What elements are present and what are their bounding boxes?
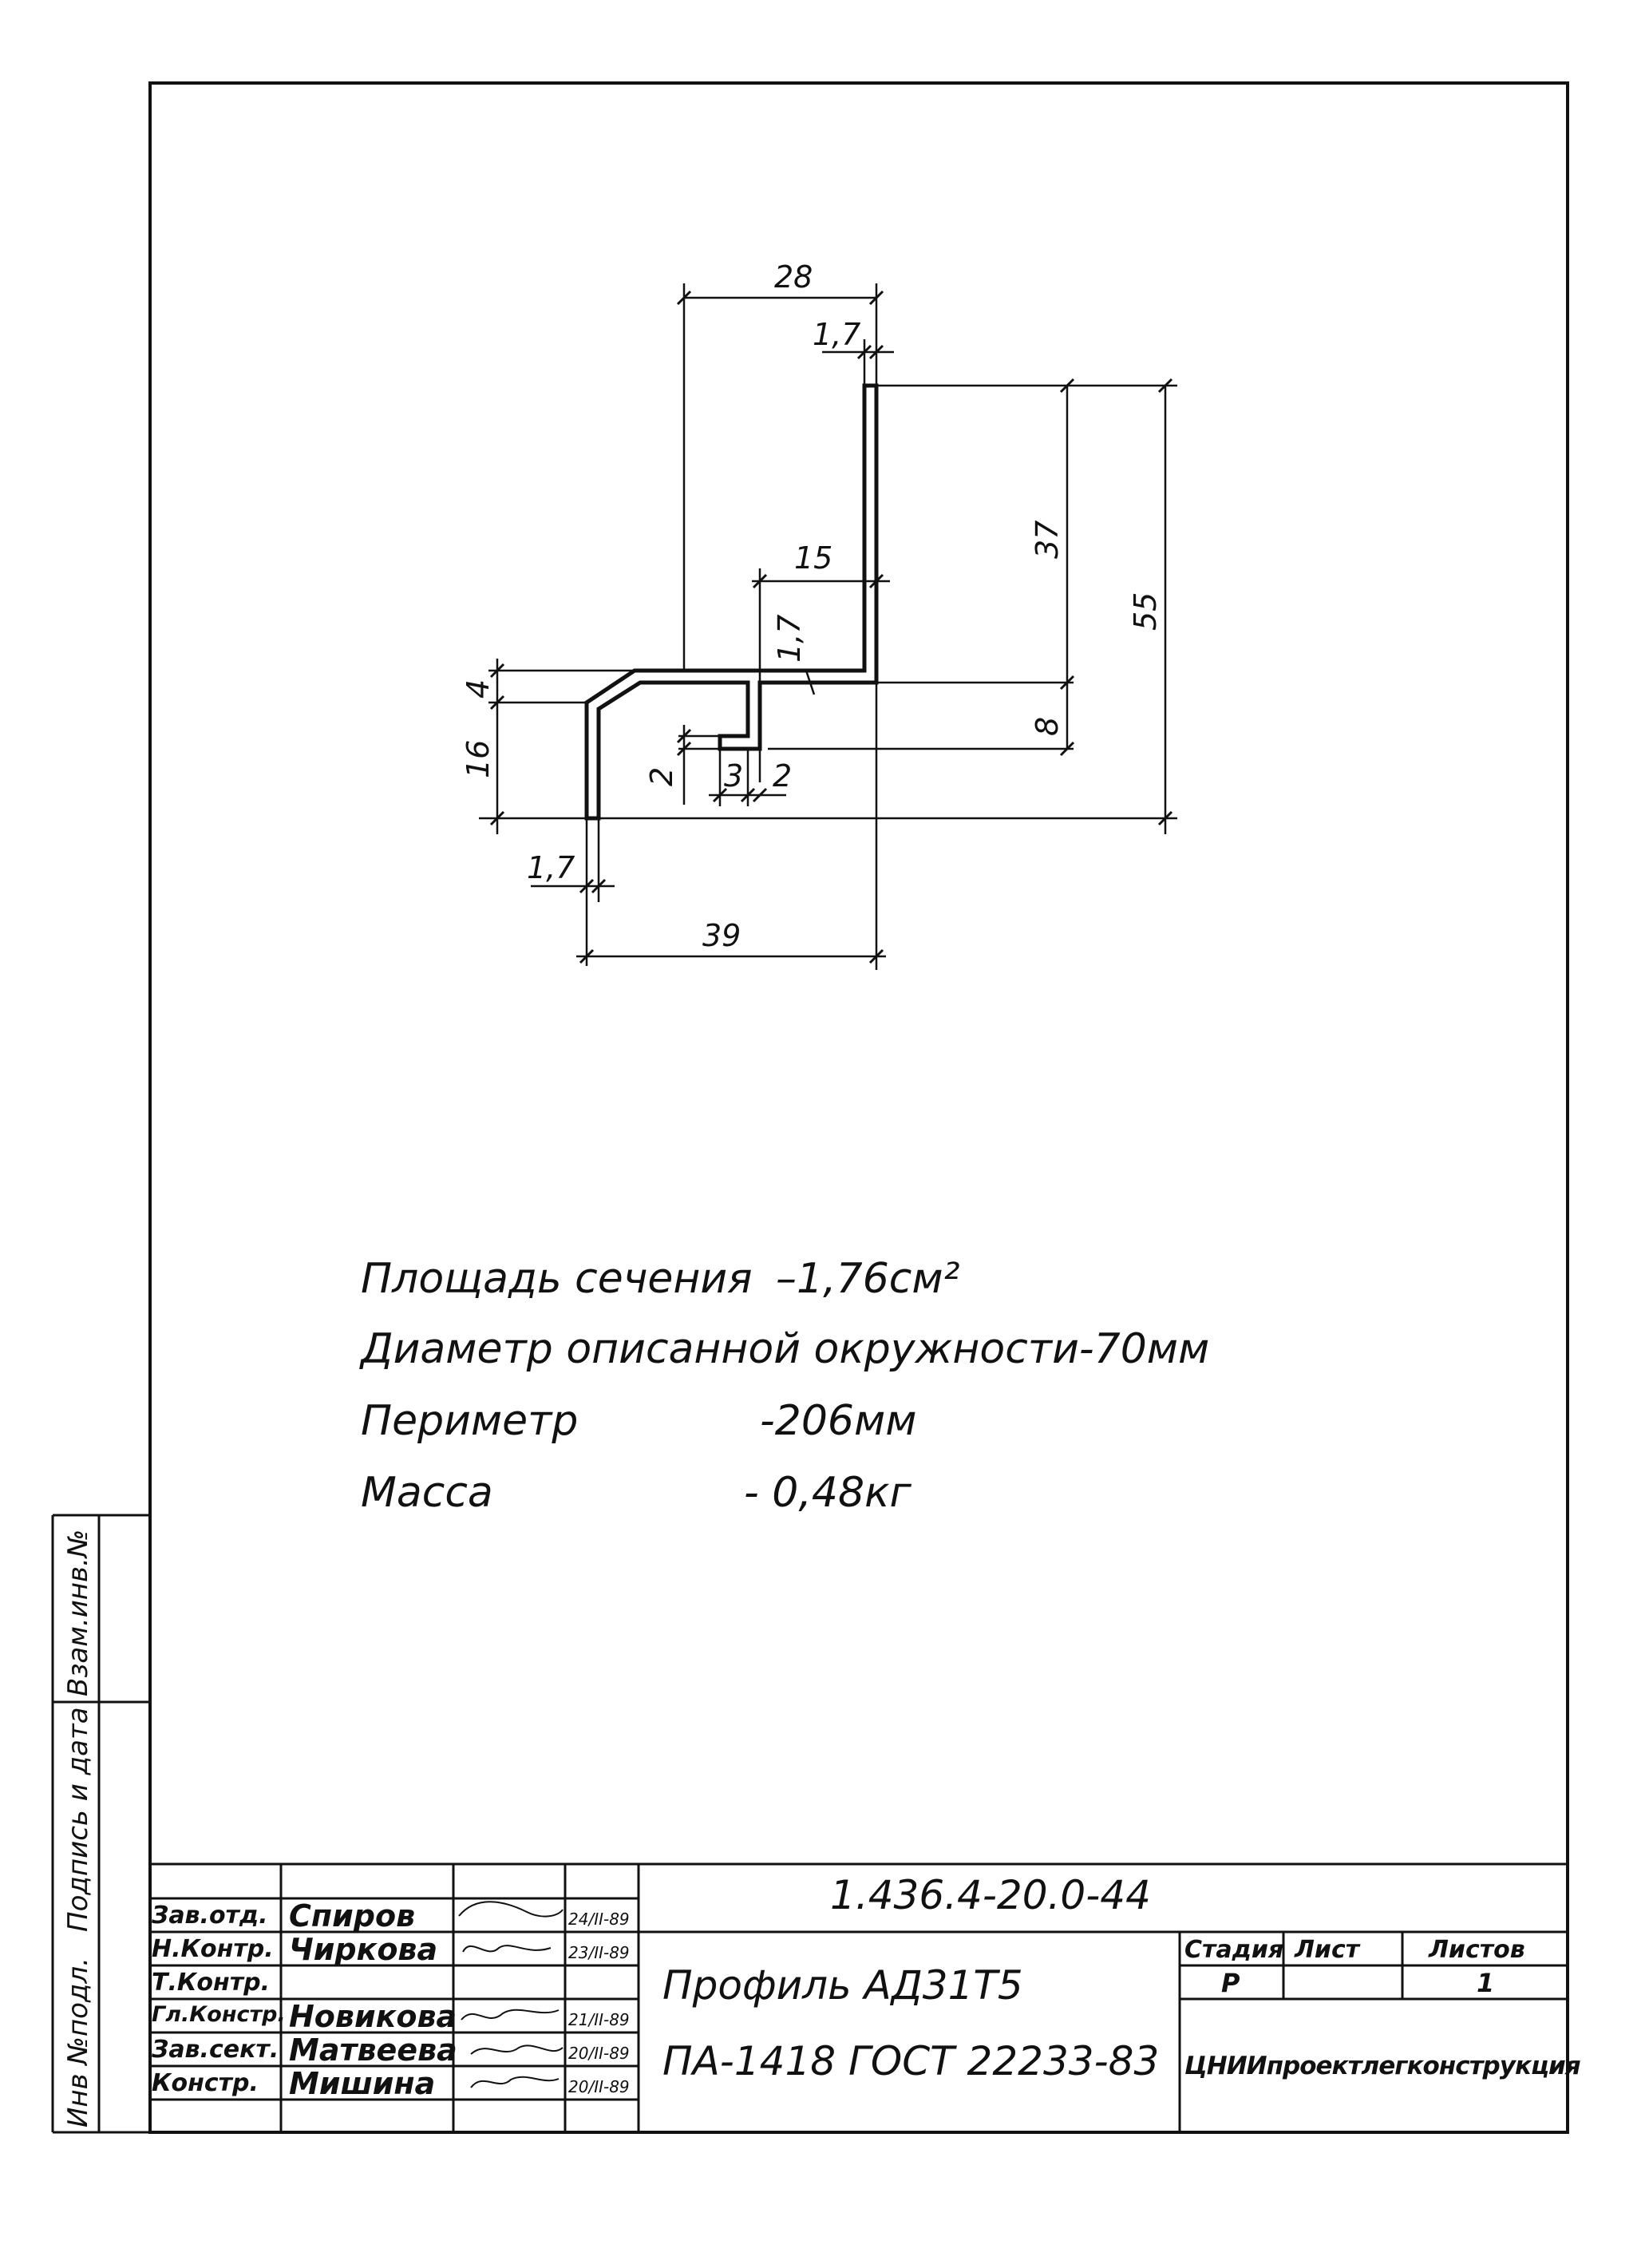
sheets-value: 1 [1477,1968,1495,1998]
row-role: Констр. [152,2069,259,2097]
row-date: 21/II-89 [568,2010,630,2029]
title-line-1: Профиль АД31Т5 [662,1962,1023,2009]
spec-label: Площадь сечения [361,1255,753,1303]
sheet-header: Лист [1295,1936,1360,1964]
stage-header: Стадия [1184,1936,1284,1964]
row-role: Т.Контр. [152,1969,270,1997]
spec-mass [361,1469,911,1517]
dim-left-height: 16 [461,739,496,778]
dim-width-bottom: 39 [702,918,741,953]
dim-thickness-shelf: 1,7 [772,614,807,663]
dim-height-upper: 37 [1030,520,1065,559]
dim-thickness-left: 1,7 [527,850,575,885]
row-role: Н.Контр. [152,1935,274,1963]
side-label-sign-date: Подпись и дата [62,1707,94,1932]
signatures [459,1902,563,2088]
row-role: Гл.Констр. [152,2002,286,2027]
dim-thickness-top: 1,7 [813,317,861,352]
row-date: 23/II-89 [568,1943,630,1962]
signature-mishina [471,2077,559,2088]
row-date: 20/II-89 [568,2044,630,2063]
organization: ЦНИИпроектлегконструкция [1184,2052,1580,2080]
side-label-inv-orig: Инв №подл. [62,1957,94,2127]
dim-height-total: 55 [1128,592,1163,631]
row-date: 20/II-89 [568,2077,630,2096]
signature-novikova [461,2010,559,2020]
dim-lip-width-a: 3 [724,758,744,794]
row-role: Зав.отд. [152,1902,268,1930]
row-role: Зав.сект. [152,2036,279,2064]
signature-chirkova [463,1945,551,1952]
dim-shelf-height: 8 [1030,716,1065,736]
row-name: Новикова [289,1999,457,2034]
signature-spirov [459,1902,563,1916]
profile-outline [587,386,876,818]
stage-value: Р [1221,1968,1240,1998]
dim-left-offset: 4 [461,679,496,699]
profile-section [587,386,876,818]
row-date: 24/II-89 [568,1910,630,1929]
spec-value: –1,76см² [776,1255,960,1303]
spec-label: Масса [361,1469,493,1517]
spec-section-area [361,1255,960,1303]
spec-perimeter [361,1397,917,1445]
sheet-frame [150,83,1568,2132]
spec-value: -206мм [760,1397,917,1445]
dimension-lines [479,283,1177,970]
dim-lip-height: 2 [644,766,679,786]
title-line-2: ПА-1418 ГОСТ 22233-83 [662,2038,1160,2084]
sheets-header: Листов [1429,1936,1525,1964]
dim-lip-width-b: 2 [773,758,793,794]
row-name: Матвеева [289,2032,457,2068]
dimension-ticks [491,291,1172,963]
row-name: Чиркова [289,1932,438,1967]
side-label-inv-replace: Взам.инв.№ [62,1529,94,1696]
row-name: Мишина [289,2066,436,2101]
spec-label: Периметр [361,1397,579,1445]
row-name: Спиров [289,1898,416,1934]
dim-width-top: 28 [774,259,813,295]
spec-value: - 0,48кг [744,1469,911,1517]
doc-code: 1.436.4-20.0-44 [830,1872,1151,1918]
spec-circumscribed-diameter [361,1325,1209,1373]
signature-matveeva [471,2045,563,2054]
spec-label: Диаметр описанной окружности-70мм [361,1325,1210,1373]
dim-step-width: 15 [794,540,833,576]
